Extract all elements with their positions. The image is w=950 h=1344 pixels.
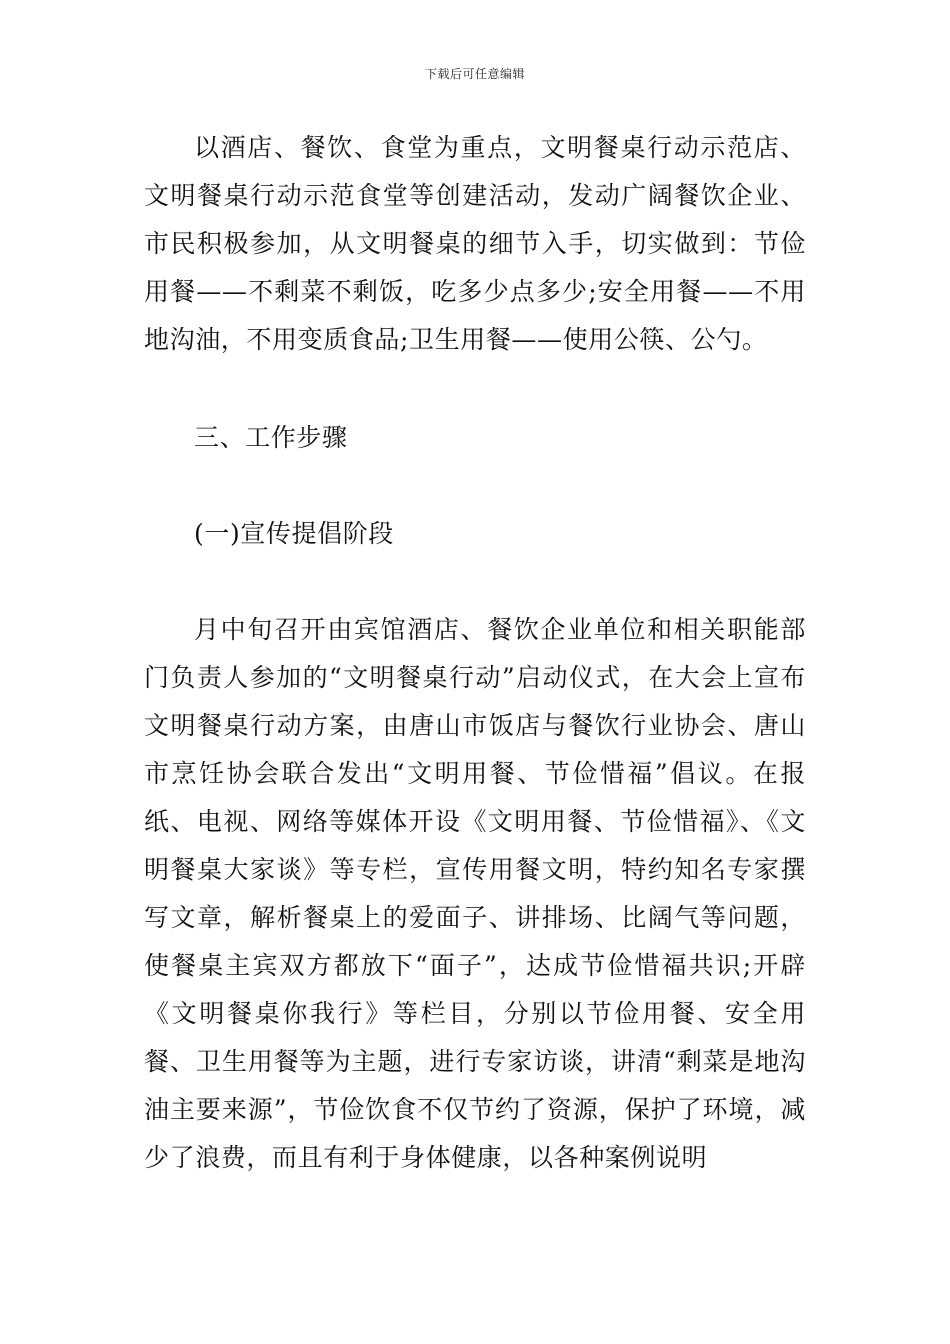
subsection-heading: (一)宣传提倡阶段 xyxy=(194,519,394,548)
paragraph-promotion-stage: 月中旬召开由宾馆酒店、餐饮企业单位和相关职能部门负责人参加的“文明餐桌行动”启动仪式，在大会上宣布文明餐桌行动方案，由唐山市饭店与餐饮行业协会、唐山市烹饪协会联合发出“文明用餐、节俭惜福”倡议。在报纸、电视、网络等媒体开设《文明用餐、节俭惜福》、《文明餐桌大家谈》等专栏，宣传用餐文明，特约知名专家撰写文章，解析餐桌上的爱面子、讲排场、比阔气等问题，使餐桌主宾双方都放下“面子”，达成节俭惜福共识;开辟《文明餐桌你我行》等栏目，分别以节俭用餐、安全用餐、卫生用餐等为主题，进行专家访谈，讲清“剩菜是地沟油主要来源”，节俭饮食不仅节约了资源，保护了环境，减少了浪费，而且有利于身体健康，以各种案例说明 xyxy=(144,615,806,1172)
paragraph-dining-standards: 以酒店、餐饮、食堂为重点，文明餐桌行动示范店、文明餐桌行动示范食堂等创建活动，发动广阔餐饮企业、市民积极参加，从文明餐桌的细节入手，切实做到：节俭用餐——不剩菜不剩饭，吃多少点多少;安全用餐——不用地沟油，不用变质食品;卫生用餐——使用公筷、公勺。 xyxy=(144,133,806,354)
section-heading: 三、工作步骤 xyxy=(194,423,348,452)
spacer xyxy=(144,558,806,606)
spacer xyxy=(144,462,806,510)
spacer xyxy=(144,364,806,414)
document-body xyxy=(144,124,806,1182)
page-header: 下载后可任意编辑 xyxy=(424,67,525,81)
